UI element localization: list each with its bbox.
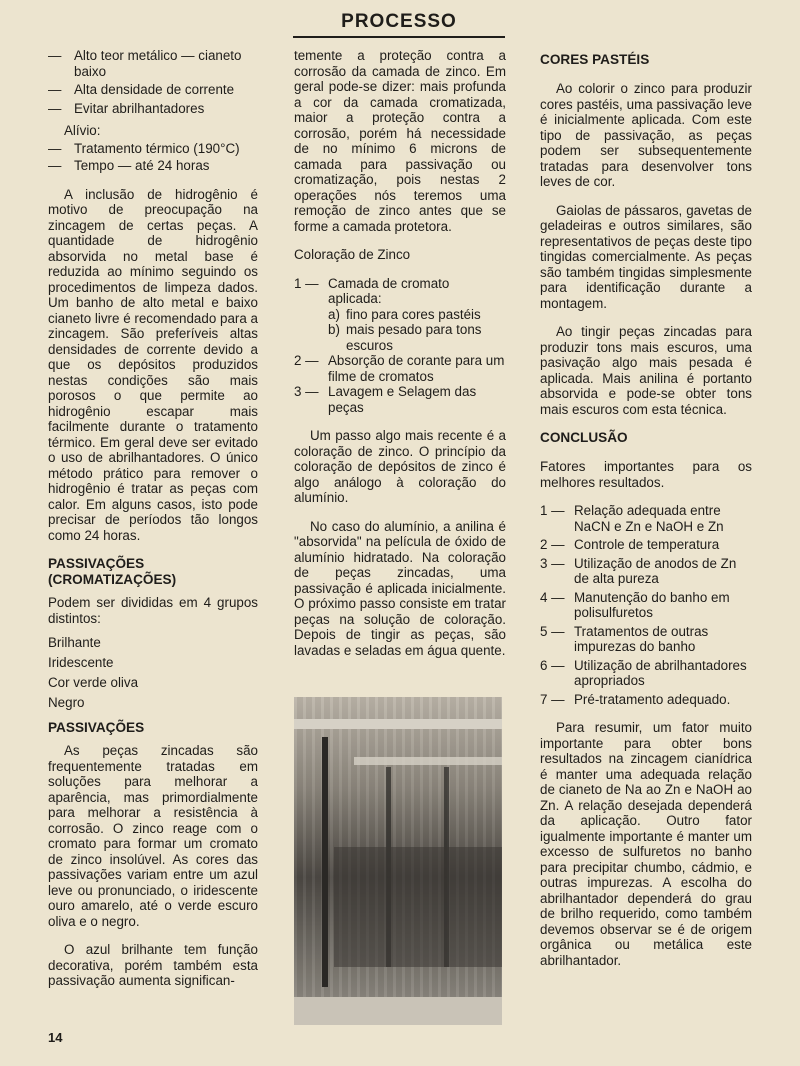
list-item: Negro <box>48 695 85 710</box>
paragraph: Para resumir, um fator muito importante para obter bons resultados na zincagem cianídrica é manter uma adequada relação de cianeto de Na ao Zn e NaOH ao Zn. A relação desejada dependerá da aplicação. Outro fator igualmente importante é manter um excesso de sulfuretos no banho para precipitar chumbo, cádmio, e outras impurezas. A escolha do abrilhantador dependerá do grau de brilho requerido, como também devemos observar se é de origem orgânica ou metálica este abrilhantador. <box>540 720 752 968</box>
paragraph: temente a proteção contra a corrosão da camada de zinco. Em geral pode-se dizer: mais profunda a cor da camada cromatizada, maior a proteção contra a corrosão, porém há necessidade de no mínimo 6 microns de camada para passivação ou cromatização, pois nestas 2 operações nós teremos uma remoção de zinco antes que se forme a camada protetora. <box>294 48 506 234</box>
paragraph: Ao tingir peças zincadas para produzir tons mais escuros, uma pasivação algo mais pesada é aplicada. Mais anilina é portanto absorvida e pode-se obter tons mais escuros com esta técnica. <box>540 324 752 417</box>
section-title: PROCESSO <box>341 11 457 32</box>
list-item: 7 — Pré-tratamento adequado. <box>540 691 731 707</box>
paragraph: No caso do alumínio, a anilina é "absorvida" na película de óxido de alumínio hidratado. Na coloração de peças zincadas, uma passivação é aplicada inicialmente. O próximo passo consiste em tratar peças na solução de coloração. Depois de tingir as peças, são lavadas e seladas em água quente. <box>294 518 506 658</box>
subheading: Coloração de Zinco <box>294 247 411 262</box>
page-header <box>293 10 505 38</box>
section-heading: CORES PASTÉIS <box>540 52 650 67</box>
plating-line-photo <box>294 697 502 1025</box>
paragraph: A inclusão de hidrogênio é motivo de preocupação na zincagem de certas peças. A quantidade de hidrogênio absorvida no metal base é reduzida ao mínimo seguindo os procedimentos de limpeza dados. Um banho de alto metal e baixo cianeto livre é recomendado para a zincagem. São preferíveis altas densidades de corrente devido a que os depósitos produzidos nestas condições são mais porosos o que permite ao hidrogênio escapar mais facilmente durante o tratamento térmico. Em geral deve ser evitado o uso de abrilhantadores. O único método prático para remover o hidrogênio é tratar as peças com calor. Em alguns casos, isto pode precisar de períodos tão longos como 24 horas. <box>48 186 258 543</box>
list-item: 1 — Camada de cromato aplicada: <box>294 275 450 306</box>
paragraph: Gaiolas de pássaros, gavetas de geladeiras e outros similares, são representativos de peças deste tipo tingidas comercialmente. As peças são também tingidas simplesmente para identificação durante a montagem. <box>540 202 752 311</box>
list-item: 5 — Tratamentos de outras impurezas do banho <box>540 623 709 654</box>
list-item: Brilhante <box>48 635 101 650</box>
list-item: — Alta densidade de corrente <box>48 82 235 97</box>
list-item: Iridescente <box>48 655 114 670</box>
list-item: 3 — Lavagem e Selagem das peças <box>294 384 477 415</box>
list-item: — Tempo — até 24 horas <box>48 158 210 173</box>
section-heading: (CROMATIZAÇÕES) <box>48 572 177 587</box>
list-item: 2 — Absorção de corante para um filme de cromatos <box>294 353 505 384</box>
list-item: 6 — Utilização de abrilhantadores apropriados <box>540 657 747 688</box>
page-number: 14 <box>48 1030 63 1045</box>
list-item: Cor verde oliva <box>48 675 139 690</box>
list-item: 1 — Relação adequada entre NaCN e Zn e NaOH e Zn <box>540 503 724 534</box>
section-heading: PASSIVAÇÕES <box>48 720 145 735</box>
alivio-label: Alívio: <box>64 123 101 138</box>
paragraph: Um passo algo mais recente é a coloração de zinco. O princípio da coloração de depósitos de zinco é algo análogo à coloração do alumínio. <box>294 428 506 505</box>
section-heading: PASSIVAÇÕES <box>48 556 145 571</box>
section-heading: CONCLUSÃO <box>540 430 628 445</box>
paragraph: Podem ser divididas em 4 grupos distintos: <box>48 595 258 626</box>
sub-list-item: b) mais pesado para tons escuros <box>328 322 482 353</box>
header-rule <box>293 36 505 38</box>
list-item: — Evitar abrilhantadores <box>48 100 205 116</box>
list-item: — Alto teor metálico — cianeto baixo <box>48 48 242 79</box>
paragraph: As peças zincadas são frequentemente tratadas em soluções para melhorar a aparência, mas primordialmente para melhorar a resistência à corrosão. O zinco reage com o cromato para formar um cromato de zinco insolúvel. As cores das passivações variam entre um azul leve ou pronunciado, o iridescente ouro amarelo, até o verde escuro oliva e o negro. <box>48 743 258 929</box>
column-middle <box>294 48 506 658</box>
list-item: 4 — Manutenção do banho em polisulfuretos <box>540 589 730 620</box>
sub-list-item: a) fino para cores pastéis <box>328 306 481 322</box>
paragraph: Ao colorir o zinco para produzir cores pastéis, uma passivação leve é inicialmente aplicada. Com este tipo de passivação, as peças podem ser subsequentemente tratadas para desenvolver tons leves de cor. <box>540 81 752 189</box>
list-item: — Tratamento térmico (190°C) <box>48 140 240 156</box>
list-item: 3 — Utilização de anodos de Zn de alta pureza <box>540 555 737 586</box>
column-right <box>540 52 752 968</box>
column-left <box>48 48 258 989</box>
list-item: 2 — Controle de temperatura <box>540 537 720 552</box>
paragraph: Fatores importantes para os melhores resultados. <box>540 459 752 490</box>
paragraph: O azul brilhante tem função decorativa, porém também esta passivação aumenta significan- <box>48 942 258 988</box>
